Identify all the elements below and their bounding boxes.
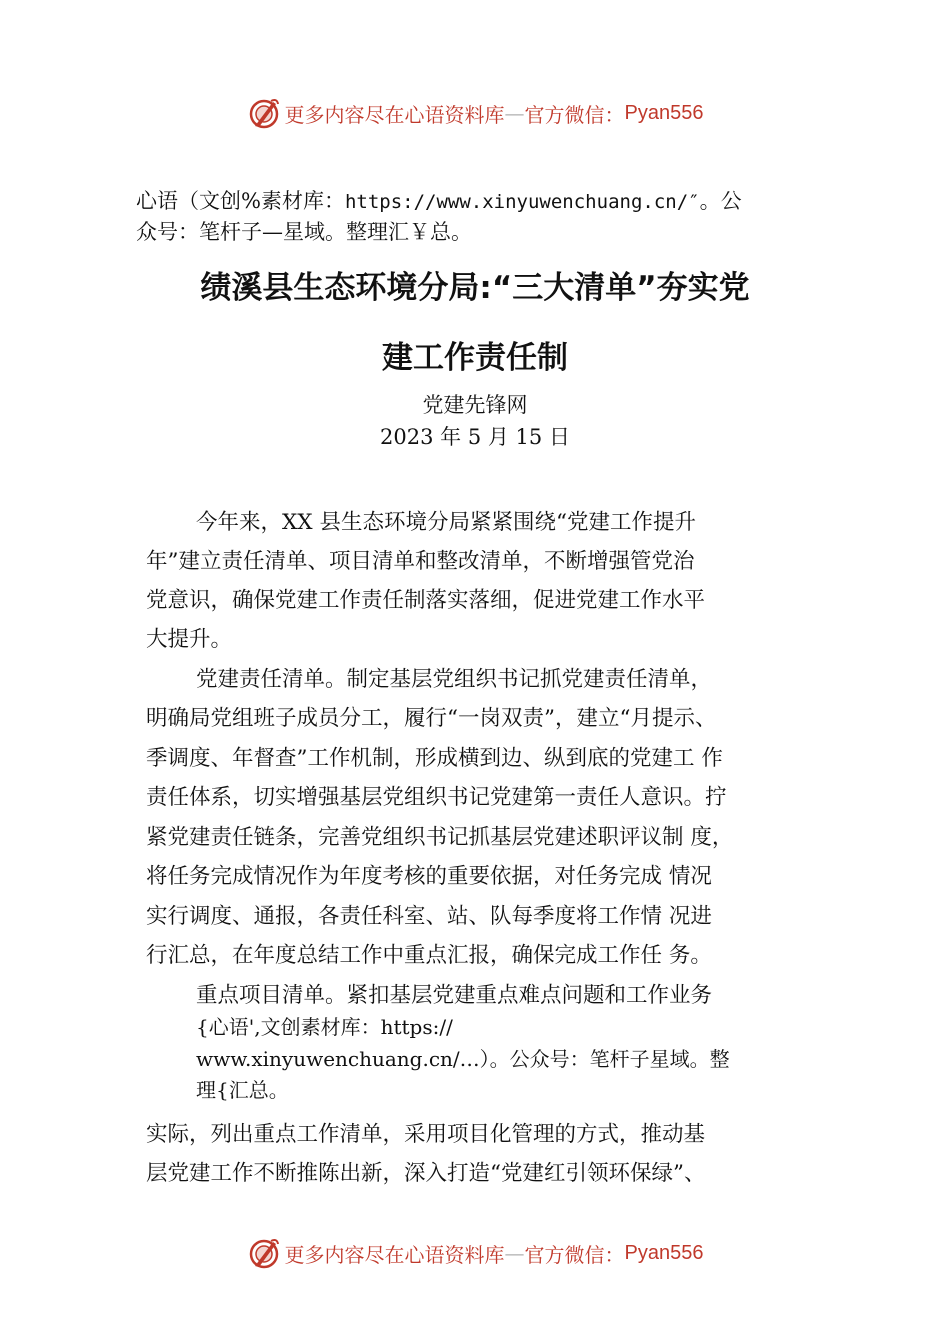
quill-seal-icon — [247, 96, 281, 130]
paragraph-line: 层党建工作不断推陈出新，深入打造“党建红引领环保绿”、 — [146, 1161, 706, 1186]
intro-text-b: 。公 — [699, 189, 742, 213]
paragraph-line: 行汇总，在年度总结工作中重点汇报，确保完成工作任 务。 — [146, 943, 712, 968]
paragraph-line: 理{汇总。 — [196, 1078, 289, 1102]
paragraph-line: 年”建立责任清单、项目清单和整改清单，不断增强管党治 — [146, 549, 695, 574]
paragraph-line: 党建责任清单。制定基层党组织书记抓党建责任清单， — [196, 667, 713, 692]
paragraph-line: 责任体系，切实增强基层党组织书记党建第一责任人意识。拧 — [146, 785, 727, 810]
banner-dash: — — [504, 101, 525, 125]
intro-note — [136, 186, 836, 247]
paragraph-line: 实际，列出重点工作清单，采用项目化管理的方式，推动基 — [146, 1122, 706, 1147]
header-banner — [0, 95, 950, 131]
intro-url: https://www.xinyuwenchuang.cn/″ — [344, 191, 700, 213]
banner-wechat-id: Pyan556 — [624, 101, 704, 124]
paragraph-line: 重点项目清单。紧扣基层党建重点难点问题和工作业务 — [196, 983, 713, 1008]
article-date: 2023 年 5 月 15 日 — [380, 425, 570, 449]
paragraph-line: 大提升。 — [146, 627, 233, 652]
article-source: 党建先锋网 — [422, 393, 528, 417]
banner-dash: — — [504, 1241, 525, 1265]
paragraph-line: 紧党建责任链条，完善党组织书记抓基层党建述职评议制 度， — [146, 825, 734, 850]
article-title-line-2: 建工作责任制 — [382, 340, 568, 376]
intro-text-a: 心语（文创%素材库： — [136, 189, 345, 213]
paragraph-line: 今年来，XX 县生态环境分局紧紧围绕“党建工作提升 — [196, 510, 696, 535]
banner-wechat-label: 官方微信： — [524, 102, 625, 127]
paragraph-line: {心语',文创素材库：https:// — [196, 1015, 453, 1039]
banner-site-text: 更多内容尽在心语资料库 — [284, 1242, 505, 1267]
paragraph-line: www.xinyuwenchuang.cn/…）。公众号：笔杆子星域。整 — [196, 1047, 730, 1071]
banner-wechat-id: Pyan556 — [624, 1241, 704, 1264]
article-title-line-1: 绩溪县生态环境分局:“三大清单”夯实党 — [200, 270, 750, 306]
banner-site-text: 更多内容尽在心语资料库 — [284, 102, 505, 127]
banner-wechat-label: 官方微信： — [524, 1242, 625, 1267]
paragraph-line: 明确局党组班子成员分工，履行“一岗双责”，建立“月提示、 — [146, 706, 717, 731]
paragraph-line: 实行调度、通报，各责任科室、站、队每季度将工作情 况进 — [146, 904, 712, 929]
intro-line-2: 众号：笔杆子—星域。整理汇￥总。 — [136, 220, 472, 244]
paragraph-line: 将任务完成情况作为年度考核的重要依据，对任务完成 情况 — [146, 864, 712, 889]
paragraph-line: 党意识，确保党建工作责任制落实落细，促进党建工作水平 — [146, 588, 706, 613]
intro-line-1 — [136, 186, 836, 217]
paragraph-line: 季调度、年督查”工作机制，形成横到边、纵到底的党建工 作 — [146, 746, 723, 771]
quill-seal-icon — [247, 1236, 281, 1270]
footer-banner — [0, 1235, 950, 1271]
